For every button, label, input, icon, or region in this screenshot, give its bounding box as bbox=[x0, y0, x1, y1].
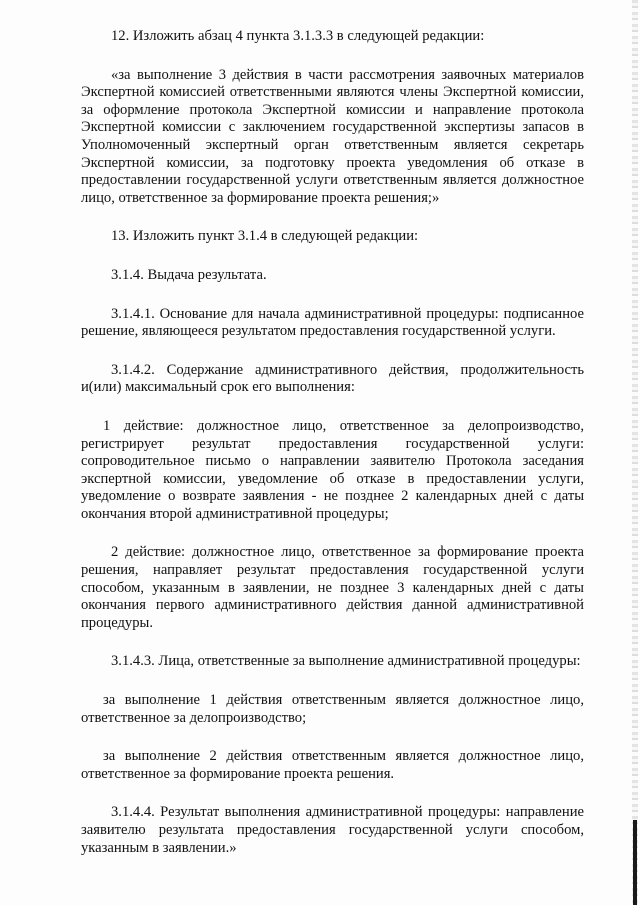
scan-edge-artifact bbox=[632, 0, 638, 905]
paragraph-section-3-1-4: 3.1.4. Выдача результата. bbox=[111, 266, 267, 283]
paragraph-action-2: 2 действие: должностное лицо, ответственное за формирование проекта решения, направляет результат предоставления государственной услуги способом, указанным в заявлении, не позднее 3 календарных дней с даты окончания первого административного действия данной административной процедуры. bbox=[81, 544, 584, 631]
paragraph-responsible-action-1: за выполнение 1 действия ответственным является должностное лицо, ответственное за делопроизводство; bbox=[81, 692, 584, 726]
paragraph-section-3-1-4-3: 3.1.4.3. Лица, ответственные за выполнение административной процедуры: bbox=[111, 653, 581, 670]
paragraph-section-3-1-4-4: 3.1.4.4. Результат выполнения административной процедуры: направление заявителю результата предоставления государственной услуги способом, указанным в заявлении.» bbox=[81, 804, 584, 856]
scan-edge-shadow bbox=[633, 820, 637, 905]
paragraph-item-13-heading: 13. Изложить пункт 3.1.4 в следующей редакции: bbox=[111, 228, 419, 245]
paragraph-section-3-1-4-2: 3.1.4.2. Содержание административного действия, продолжительность и(или) максимальный срок его выполнения: bbox=[81, 361, 584, 396]
paragraph-section-3-1-4-1: 3.1.4.1. Основание для начала административной процедуры: подписанное решение, являющееся результатом предоставления государственной услуги. bbox=[81, 305, 584, 340]
paragraph-responsible-action-2: за выполнение 2 действия ответственным является должностное лицо, ответственное за формирование проекта решения. bbox=[81, 748, 584, 782]
paragraph-action-1: 1 действие: должностное лицо, ответственное за делопроизводство, регистрирует результат предоставления государственной услуги: сопроводительное письмо о направлении заявителю Протокола заседания экспертной комиссии, уведомление об отказе в предоставлении услуги, уведомление о возврате заявления - не позднее 2 календарных дней с даты окончания второй административной процедуры; bbox=[81, 417, 584, 522]
document-body bbox=[81, 28, 584, 857]
paragraph-quoted-amendment: «за выполнение 3 действия в части рассмотрения заявочных материалов Экспертной комиссией ответственными являются члены Экспертной комиссии, за оформление протокола Экспертной комиссии и направление протокола Экспертной комиссии с заключением государственной экспертизы запасов в Уполномоченный экспертный орган ответственным является секретарь Экспертной комиссии, за подготовку проекта уведомления об отказе в предоставлении государственной услуги ответственным является должностное лицо, ответственное за формирование проекта решения;» bbox=[81, 66, 584, 206]
paragraph-item-12-heading: 12. Изложить абзац 4 пункта 3.1.3.3 в следующей редакции: bbox=[111, 28, 485, 44]
